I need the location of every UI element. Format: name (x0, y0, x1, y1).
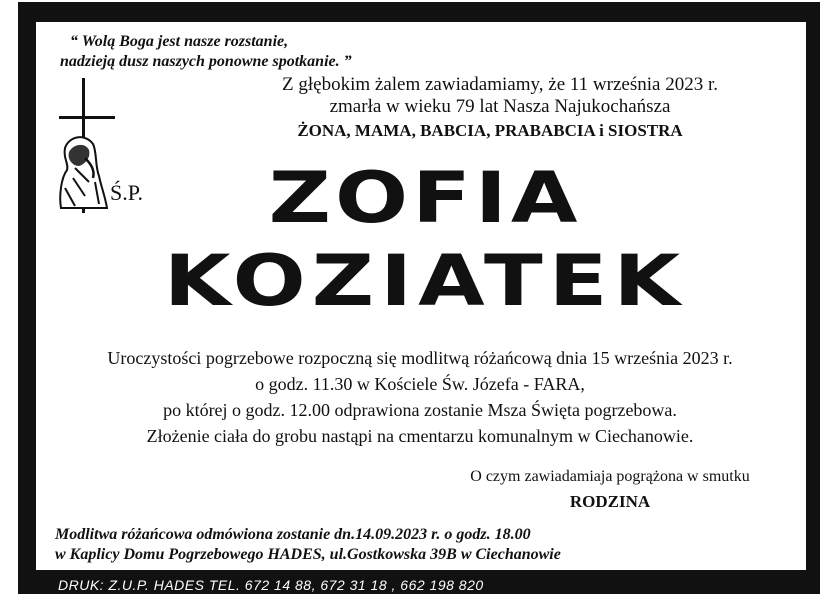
funeral-line-3: po której o godz. 12.00 odprawiona zostanie Msza Święta pogrzebowa. (163, 400, 677, 420)
quote-line-1: “ Wolą Boga jest nasze rozstanie, (70, 33, 289, 50)
cross-with-praying-figure-icon (55, 78, 115, 218)
funeral-line-1: Uroczystości pogrzebowe rozpoczną się modlitwą różańcową dnia 15 września 2023 r. (107, 348, 733, 368)
funeral-line-4: Złożenie ciała do grobu nastąpi na cmentarzu komunalnym w Ciechanowie. (146, 426, 694, 446)
rosary-line-1: Modlitwa różańcowa odmówiona zostanie dn.14.09.2023 r. o godz. 18.00 (55, 526, 531, 543)
deceased-last-name: KOZIATEK (163, 240, 687, 322)
quote-line-2: nadzieją dusz naszych ponowne spotkanie. ” (60, 53, 352, 70)
deceased-first-name: ZOFIA (268, 157, 582, 239)
quote (60, 32, 352, 72)
announcement (250, 74, 750, 118)
announcement-line-2: zmarła w wieku 79 lat Nasza Najukochańsza (329, 96, 671, 117)
printer-info: DRUK: Z.U.P. HADES TEL. 672 14 88, 672 31 18 , 662 198 820 (58, 577, 484, 593)
funeral-line-2: o godz. 11.30 w Kościele Św. Józefa - FARA, (255, 374, 585, 394)
rosary-notice (55, 525, 561, 565)
family-note: O czym zawiadamiaja pogrążona w smutku (470, 468, 750, 485)
funeral-details (50, 345, 790, 449)
rosary-line-2: w Kaplicy Domu Pogrzebowego HADES, ul.Gostkowska 39B w Ciechanowie (55, 546, 561, 563)
family-signature: RODZINA (569, 492, 651, 511)
prefix-label: Ś.P. (110, 180, 144, 205)
announcement-line-1: Z głębokim żalem zawiadamiamy, że 11 września 2023 r. (282, 74, 718, 95)
family-relations: ŻONA, MAMA, BABCIA, PRABABCIA i SIOSTRA (297, 121, 683, 140)
